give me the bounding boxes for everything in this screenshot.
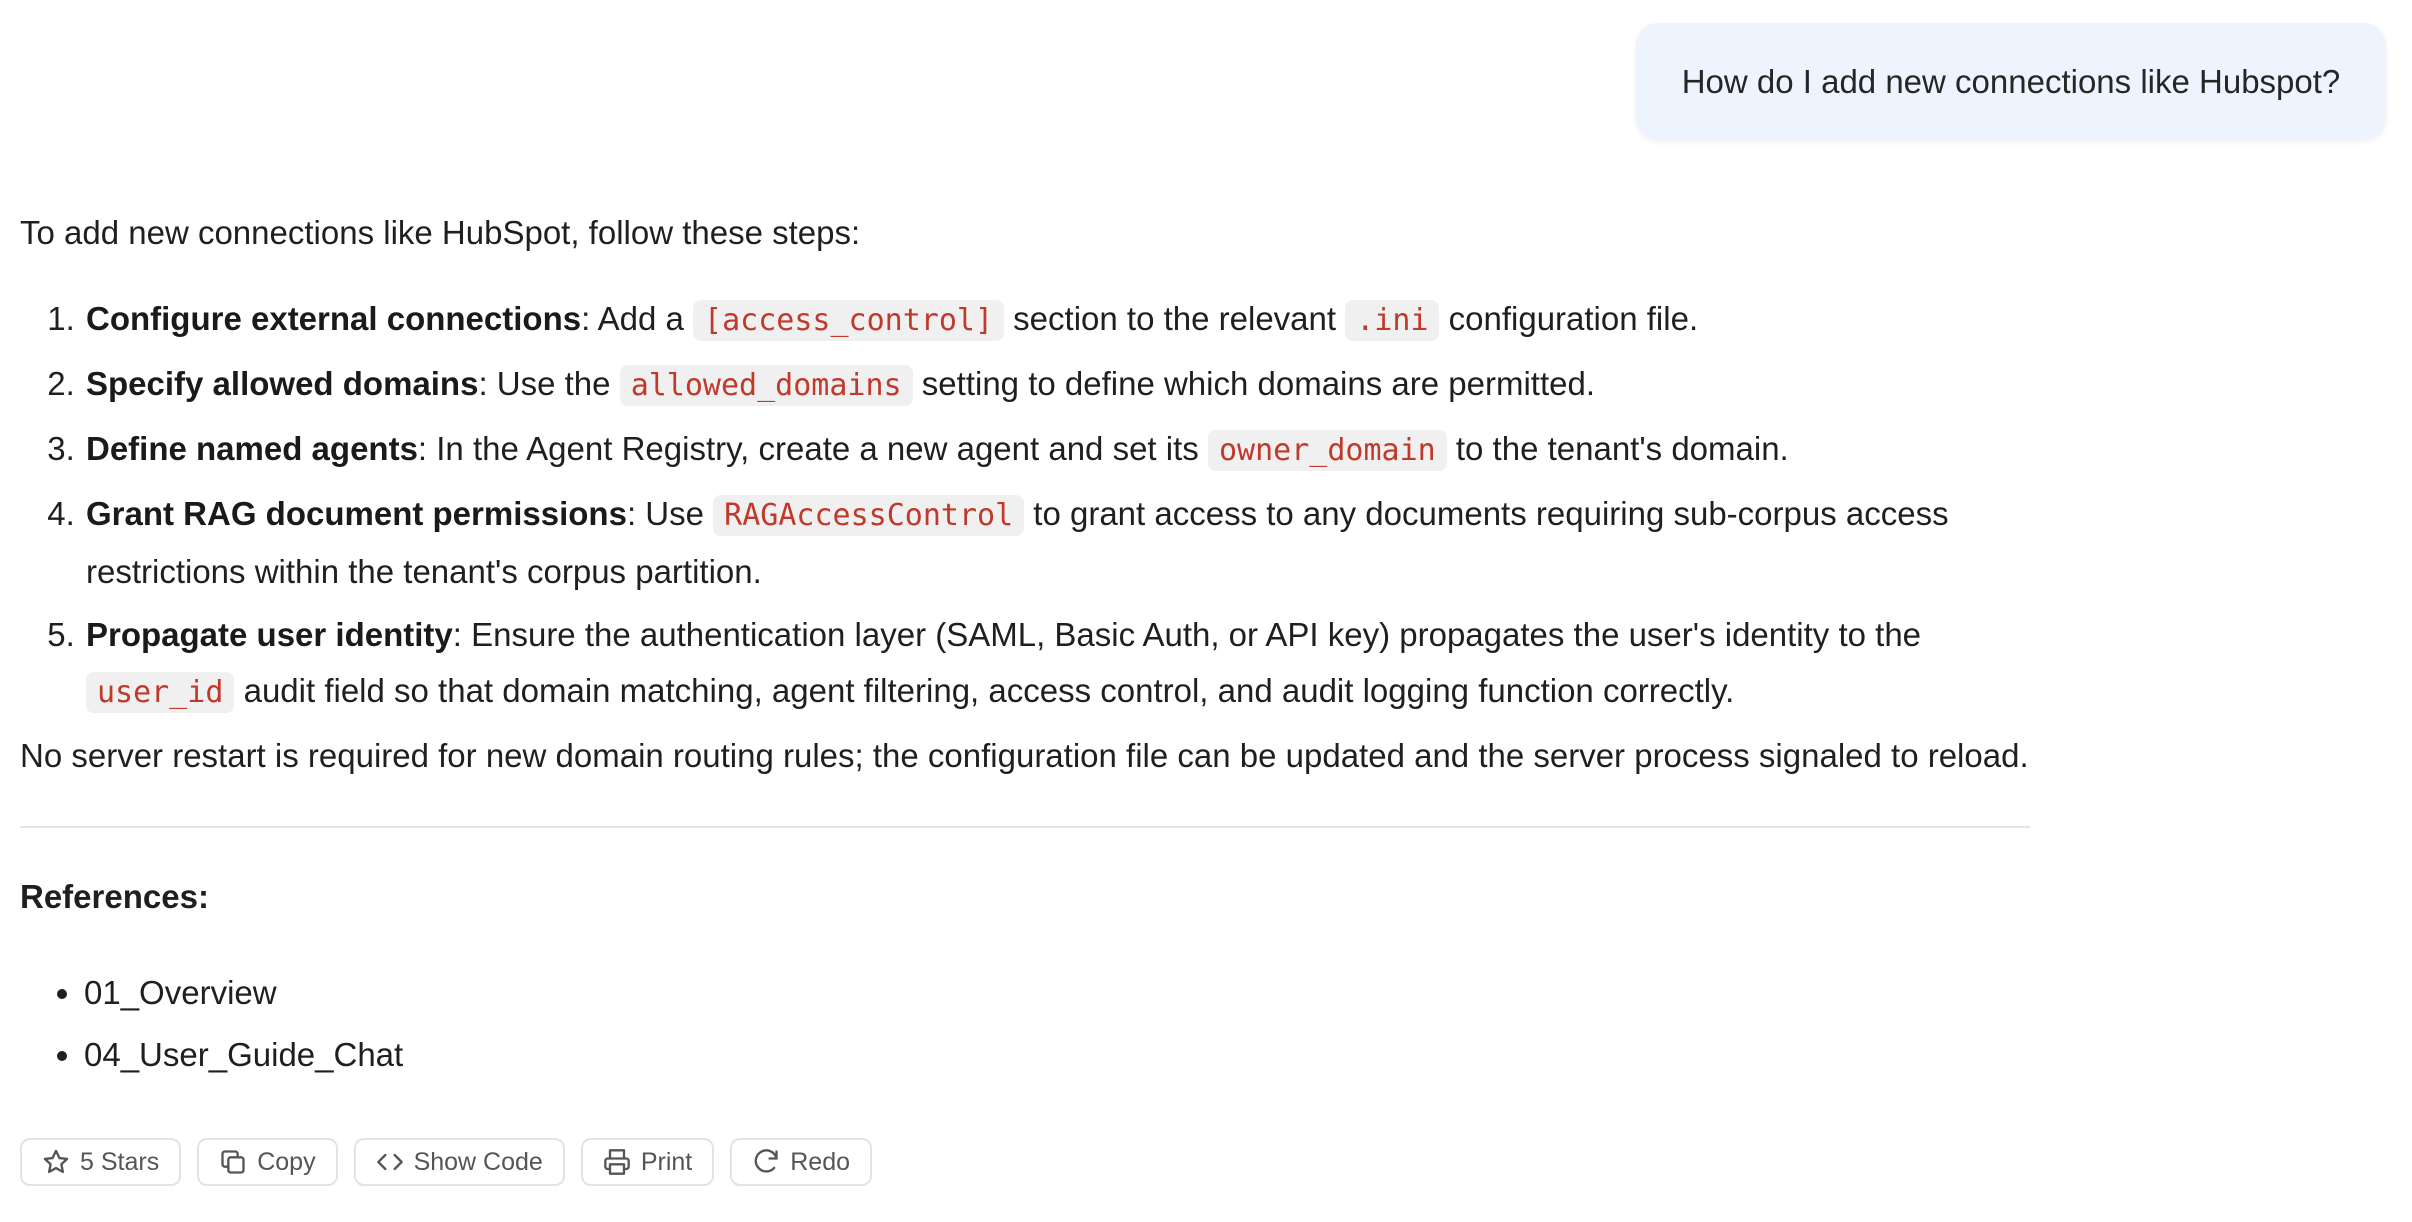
answer-intro: To add new connections like HubSpot, follow these steps: — [20, 214, 861, 251]
steps-list — [20, 291, 2040, 721]
print-label: Print — [640, 1147, 693, 1176]
reference-item[interactable]: • 04_User_Guide_Chat — [84, 1024, 403, 1086]
code-icon — [376, 1148, 404, 1176]
divider — [20, 826, 2030, 828]
user-message-bubble — [1636, 23, 2386, 140]
step-text: to the tenant's domain. — [1446, 430, 1789, 467]
answer-outro: No server restart is required for new domain routing rules; the configuration file can be updated and the server process signaled to reload. — [20, 737, 2029, 774]
step-text: configuration file. — [1439, 300, 1699, 337]
step-item — [84, 421, 2040, 479]
redo-button[interactable] — [730, 1138, 872, 1186]
rate-stars-button[interactable] — [20, 1138, 181, 1186]
copy-label: Copy — [257, 1147, 316, 1176]
copy-button[interactable] — [197, 1138, 337, 1186]
rate-stars-label: 5 Stars — [80, 1147, 160, 1176]
step-item — [84, 291, 2040, 349]
step-title: Grant RAG document permissions — [86, 495, 627, 532]
inline-code: .ini — [1345, 300, 1439, 341]
step-title: Define named agents — [86, 430, 418, 467]
reference-item[interactable]: • 01_Overview — [84, 962, 403, 1024]
step-text: : Ensure the authentication layer (SAML, Basic Auth, or API key) propagates the user's identity to the — [452, 616, 1922, 653]
inline-code: RAGAccessControl — [713, 495, 1024, 536]
inline-code: [access_control] — [693, 300, 1004, 341]
step-item — [84, 486, 2040, 600]
references-title: References: — [20, 878, 209, 915]
step-text: audit field so that domain matching, agent filtering, access control, and audit logging function correctly. — [234, 672, 1735, 709]
references-list — [20, 962, 403, 1086]
user-message-text: How do I add new connections like Hubspot? — [1681, 62, 2341, 100]
refresh-icon — [752, 1148, 780, 1176]
inline-code: user_id — [86, 672, 234, 713]
show-code-button[interactable] — [354, 1138, 565, 1186]
step-title: Specify allowed domains — [86, 365, 479, 402]
star-icon — [42, 1148, 70, 1176]
step-item — [84, 607, 2040, 721]
step-text: : In the Agent Registry, create a new agent and set its — [417, 430, 1208, 467]
step-title: Propagate user identity — [86, 616, 453, 653]
step-text: : Use the — [478, 365, 620, 402]
step-title: Configure external connections — [86, 300, 582, 337]
message-actions — [20, 1138, 872, 1186]
print-button[interactable] — [581, 1138, 714, 1186]
copy-icon — [219, 1148, 247, 1176]
assistant-answer — [20, 205, 2040, 784]
step-text: section to the relevant — [1004, 300, 1346, 337]
inline-code: allowed_domains — [620, 365, 913, 406]
step-text: : Use — [626, 495, 714, 532]
printer-icon — [603, 1148, 631, 1176]
step-text: : Add a — [581, 300, 694, 337]
redo-label: Redo — [790, 1147, 850, 1176]
inline-code: owner_domain — [1208, 430, 1447, 471]
show-code-label: Show Code — [413, 1147, 543, 1176]
step-item — [84, 356, 2040, 414]
step-text: setting to define which domains are permitted. — [912, 365, 1595, 402]
step-text: to grant access to any documents requiring sub-corpus access restrictions within the tenant's corpus partition. — [86, 495, 1949, 590]
